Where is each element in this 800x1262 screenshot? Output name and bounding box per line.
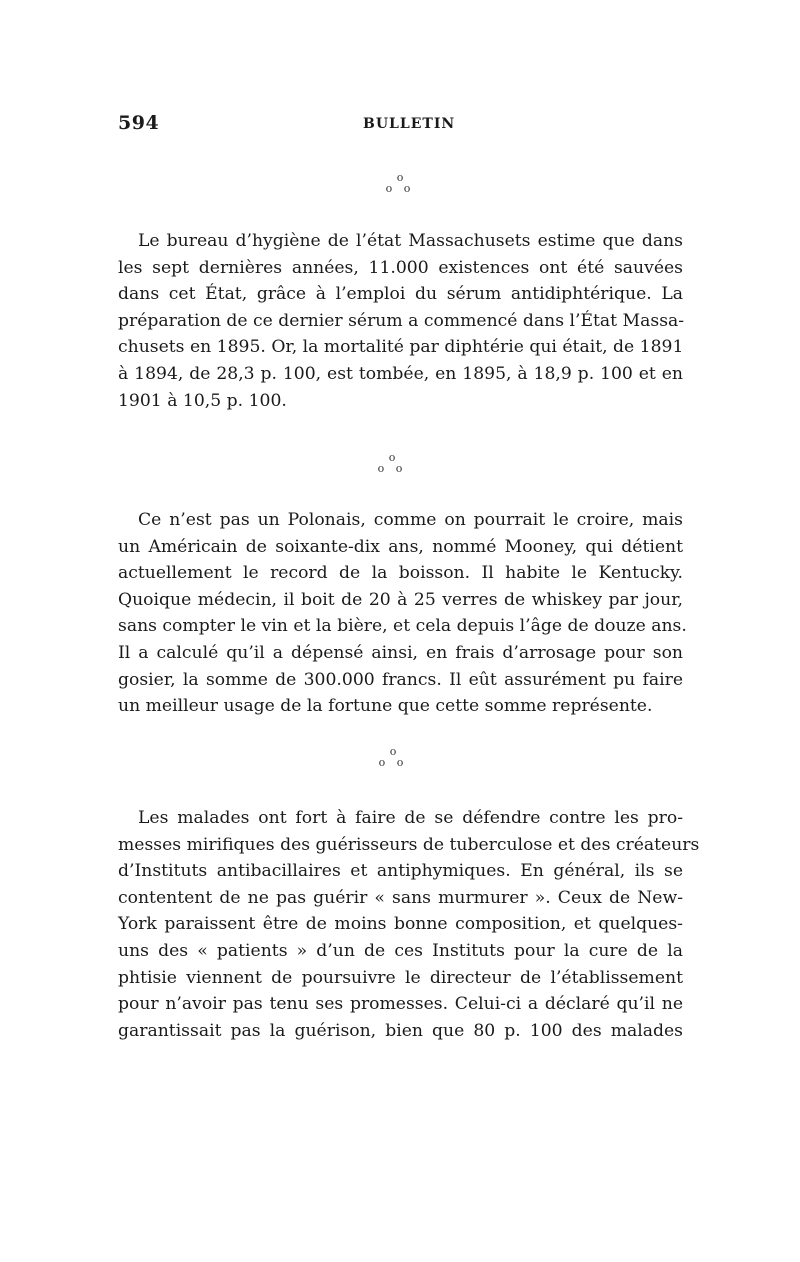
text-line: phtisie viennent de poursuivre le directeur de l’établissement	[118, 967, 683, 988]
separator-glyph-top: o	[396, 171, 404, 184]
paragraph-diphtheria-serum	[118, 228, 683, 414]
section-separator	[385, 172, 415, 194]
section-separator	[378, 746, 408, 768]
text-line: un meilleur usage de la fortune que cette somme représente.	[118, 696, 653, 717]
section-separator	[377, 452, 407, 474]
text-line: 1901 à 10,5 p. 100.	[118, 390, 287, 411]
text-line: York paraissent être de moins bonne composition, et quelques-	[118, 914, 683, 935]
text-line: pour n’avoir pas tenu ses promesses. Celui-ci a déclaré qu’il ne	[118, 994, 683, 1015]
text-line: dans cet État, grâce à l’emploi du sérum antidiphtérique. La	[118, 284, 683, 305]
separator-glyph-bottom: o o	[378, 756, 408, 769]
text-line: Quoique médecin, il boit de 20 à 25 verres de whiskey par jour,	[118, 589, 683, 610]
text-line: sans compter le vin et la bière, et cela depuis l’âge de douze ans.	[118, 616, 687, 637]
separator-glyph-top: o	[388, 451, 396, 464]
text-line: contentent de ne pas guérir « sans murmurer ». Ceux de New-	[118, 887, 683, 908]
text-line: préparation de ce dernier sérum a commencé dans l’État Massa-	[118, 310, 685, 331]
text-line: Les malades ont fort à faire de se défendre contre les pro-	[138, 808, 683, 828]
paragraph-tuberculosis-institutes	[118, 805, 700, 1044]
text-line: chusets en 1895. Or, la mortalité par diphtérie qui était, de 1891	[118, 337, 684, 358]
text-line: Ce n’est pas un Polonais, comme on pourrait le croire, mais	[138, 510, 683, 530]
text-line: d’Instituts antibacillaires et antiphymiques. En général, ils se	[118, 861, 683, 882]
page-header	[118, 112, 683, 142]
text-line: messes mirifiques des guérisseurs de tuberculose et des créateurs	[118, 834, 700, 855]
text-line: un Américain de soixante-dix ans, nommé Mooney, qui détient	[118, 536, 683, 557]
text-line: actuellement le record de la boisson. Il habite le Kentucky.	[118, 563, 683, 584]
paragraph-whiskey-record	[118, 507, 687, 720]
separator-glyph-bottom: o o	[385, 182, 415, 195]
text-line: garantissait pas la guérison, bien que 80 p. 100 des malades	[118, 1020, 683, 1041]
text-line: Il a calculé qu’il a dépensé ainsi, en frais d’arrosage pour son	[118, 642, 683, 663]
text-line: les sept dernières années, 11.000 existences ont été sauvées	[118, 257, 683, 278]
separator-glyph-top: o	[389, 745, 397, 758]
page-number: 594	[118, 112, 160, 134]
text-line: uns des « patients » d’un de ces Instituts pour la cure de la	[118, 940, 683, 961]
separator-glyph-bottom: o o	[377, 462, 407, 475]
running-title: BULLETIN	[363, 116, 456, 132]
text-line: à 1894, de 28,3 p. 100, est tombée, en 1895, à 18,9 p. 100 et en	[118, 363, 683, 384]
text-line: Le bureau d’hygiène de l’état Massachusets estime que dans	[138, 231, 683, 251]
text-line: gosier, la somme de 300.000 francs. Il eût assurément pu faire	[118, 669, 683, 690]
